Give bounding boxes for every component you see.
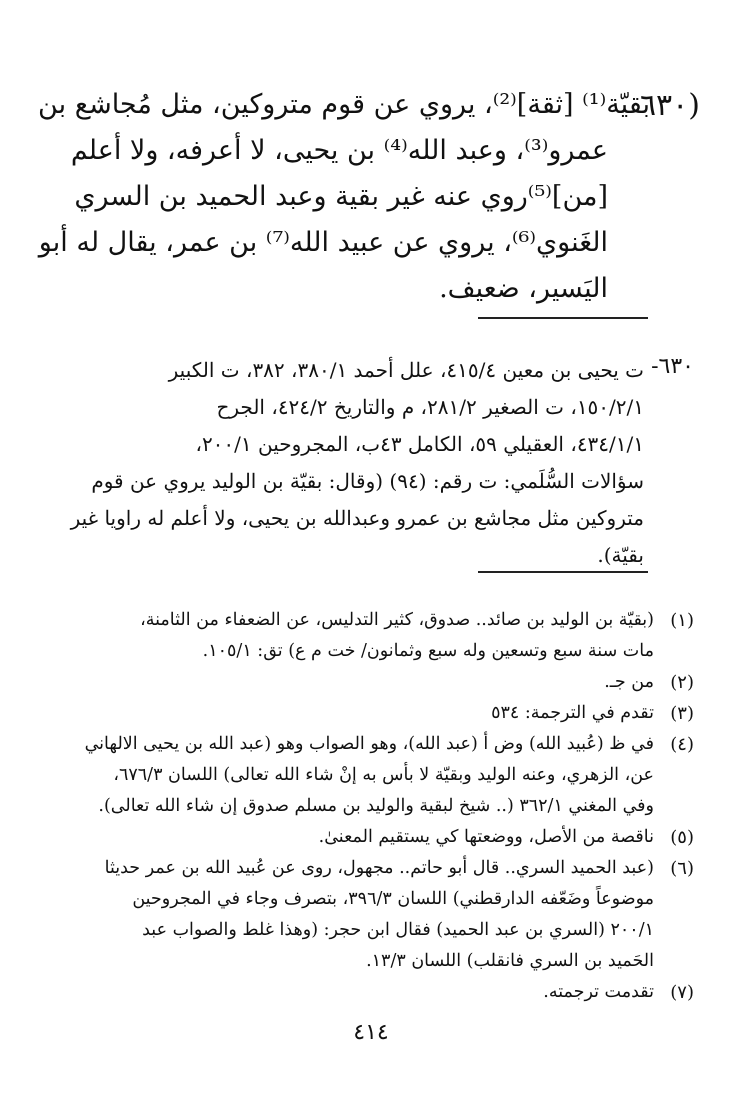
- footnote-line: ناقصة من الأصل، ووضعتها كي يستقيم المعنىٰ.: [318, 827, 654, 847]
- footnote-line: وفي المغني ٣٦٢/١ (.. شيخ لبقية والوليد بن مسلم صدوق إن شاء الله تعالى).: [98, 796, 654, 816]
- footnote-line: في ظ (عُبيد الله) وض أ (عبد الله)، وهو الصواب وهو (عبد الله بن يحيى الالهاني: [84, 734, 654, 754]
- biography-entry: [38, 82, 700, 312]
- entry-line: عمرو⁽³⁾، وعبد الله⁽⁴⁾ بن يحيى، لا أعرفه، ولا أعلم: [70, 135, 608, 166]
- separator-rule: [478, 317, 648, 319]
- footnote-mark: (٣): [670, 703, 694, 724]
- footnote-mark: (٧): [670, 982, 694, 1003]
- footnote-mark: (١): [670, 610, 694, 631]
- sources-line: سؤالات السُّلَمي: ت رقم: (٩٤) (وقال: بقيّة بن الوليد يروي عن قوم: [91, 469, 644, 493]
- footnote-line: عن، الزهري، وعنه الوليد وبقيّة لا بأس به إنْ شاء الله تعالى) اللسان ٦٧٦/٣،: [113, 765, 654, 785]
- footnote-line: تقدم في الترجمة: ٥٣٤: [491, 703, 654, 723]
- footnote: [84, 667, 694, 698]
- entry-line: اليَسير، ضعيف.: [439, 273, 608, 304]
- footnote-line: الحَميد بن السري فانقلب) اللسان ١٣/٣.: [366, 951, 654, 971]
- footnote-line: تقدمت ترجمته.: [543, 982, 654, 1002]
- footnote: [84, 698, 694, 729]
- entry-line: بقيّة⁽¹⁾ [ثقة]⁽²⁾، يروي عن قوم متروكين، مثل مُجاشع بن: [38, 89, 650, 120]
- entry-number: (٦٣٠: [639, 88, 700, 123]
- footnote-line: ٢٠٠/١ (السري بن عبد الحميد) فقال ابن حجر: (وهذا غلط والصواب عبد: [142, 920, 654, 940]
- entry-line: الغَنوي⁽⁶⁾، يروي عن عبيد الله⁽⁷⁾ بن عمر، يقال له أبو: [38, 227, 608, 258]
- footnote-mark: (٦): [670, 858, 694, 879]
- footnote: [84, 729, 694, 822]
- footnotes: [84, 605, 694, 1008]
- page-number: ٤١٤: [353, 1020, 389, 1045]
- sources-line: ت يحيى بن معين ٤١٥/٤، علل أحمد ٣٨٠/١، ٣٨٢، ت الكبير: [168, 358, 644, 382]
- footnote-line: مات سنة سبع وتسعين وله سبع وثمانون/ خت م ع) تق: ١٠٥/١.: [202, 641, 654, 661]
- footnote-mark: (٢): [670, 672, 694, 693]
- footnote: [84, 853, 694, 977]
- sources-line: ١٥٠/٢/١، ت الصغير ٢٨١/٢، م والتاريخ ٤٢٤/٢، الجرح: [216, 395, 644, 419]
- footnote: [84, 605, 694, 667]
- entry-line: [من]⁽⁵⁾روي عنه غير بقية وعبد الحميد بن السري: [74, 181, 608, 212]
- sources-line: بقيّة).: [597, 543, 644, 567]
- footnote-line: (بقيّة بن الوليد بن صائد.. صدوق، كثير التدليس، عن الضعفاء من الثامنة،: [140, 610, 654, 630]
- footnote-mark: (٤): [670, 734, 694, 755]
- sources-block: [70, 352, 694, 574]
- sources-line: متروكين مثل مجاشع بن عمرو وعبدالله بن يحيى، ولا أعلم له راويا غير: [70, 506, 644, 530]
- separator-rule: [478, 571, 648, 573]
- footnote-line: موضوعاً وضَعّفه الدارقطني) اللسان ٣٩٦/٣، بتصرف وجاء في المجروحين: [132, 889, 654, 909]
- sources-line: ٤٣٤/١/١، العقيلي ٥٩، الكامل ٤٣ب، المجروحين ٢٠٠/١،: [195, 432, 644, 456]
- footnote-mark: (٥): [670, 827, 694, 848]
- footnote-line: من جـ.: [604, 672, 654, 692]
- sources-number: ٦٣٠-: [651, 354, 694, 379]
- footnote: [84, 822, 694, 853]
- footnote: [84, 977, 694, 1008]
- footnote-line: (عبد الحميد السري.. قال أبو حاتم.. مجهول، روى عن عُبيد الله بن عمر حديثا: [104, 858, 654, 878]
